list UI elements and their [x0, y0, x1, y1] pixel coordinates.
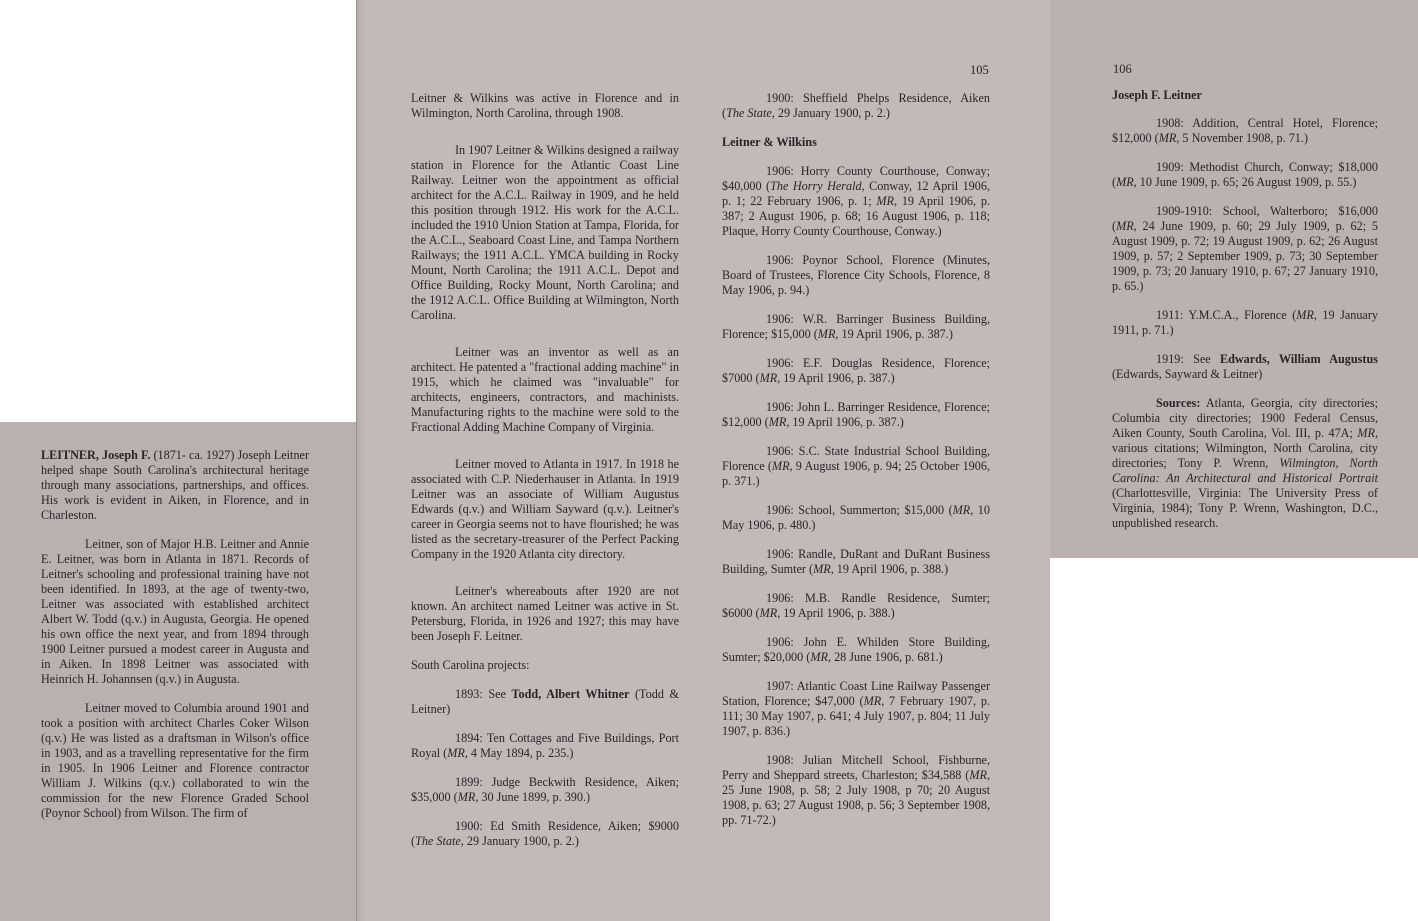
- paragraph: Leitner's whereabouts after 1920 are not known. An architect named Leitner was active in St. Petersburg, Florida, in 1926 and 1927; this may have been Joseph F. Leitner.: [411, 584, 679, 643]
- page-105-left-column: [411, 91, 679, 863]
- project-entry: 1906: W.R. Barringer Business Building, Florence; $15,000 (MR, 19 April 1906, p. 387.): [722, 312, 990, 341]
- page-105: [356, 0, 1050, 921]
- page-106-column: [1112, 88, 1378, 545]
- project-entry: 1900: Ed Smith Residence, Aiken; $9000 (The State, 29 January 1900, p. 2.): [411, 819, 679, 848]
- sources-paragraph: Sources: Atlanta, Georgia, city directories; Columbia city directories; 1900 Federal Census, Aiken County, South Carolina, Vol. III, p. 47A; MR, various citations; Wilmington, North Carolina, city directories; Tony P. Wrenn, Wilmington, North Carolina: An Architectural and Historical Portrait (Charlottesville, Virginia: The University Press of Virginia, 1984); Tony P. Wrenn, Washington, D.C., unpublished research.: [1112, 396, 1378, 530]
- paragraph: Leitner was an inventor as well as an architect. He patented a "fractional adding machine" in 1915, which he claimed was "invaluable" for architects, engineers, contractors, and machinists. Manufacturing rights to the machine were sold to the Fractional Adding Machine Company of Virginia.: [411, 345, 679, 434]
- project-entry: 1906: School, Summerton; $15,000 (MR, 10 May 1906, p. 480.): [722, 503, 990, 532]
- paragraph: Leitner moved to Atlanta in 1917. In 1918 he associated with C.P. Niederhauser in Atlanta. In 1919 Leitner was an associate of William Augustus Edwards (q.v.) and William Sayward (q.v.). Leitner's career in Georgia seems not to have flourished; he was listed as the secretary-treasurer of the Perfect Packing Company in the 1920 Atlanta city directory.: [411, 457, 679, 561]
- page-105-right-column: [722, 91, 990, 842]
- project-entry: 1907: Atlantic Coast Line Railway Passenger Station, Florence; $47,000 (MR, 7 February 1907, p. 111; 30 May 1907, p. 641; 4 July 1907, p. 804; 11 July 1907, p. 836.): [722, 679, 990, 738]
- left-column: [41, 448, 309, 835]
- project-entry: 1909-1910: School, Walterboro; $16,000 (MR, 24 June 1909, p. 60; 29 July 1909, p. 62; 5 August 1909, p. 72; 19 August 1909, p. 62; 26 August 1909, p. 57; 2 September 1909, p. 73; 30 September 1909, p. 73; 20 January 1910, p. 67; 27 January 1910, p. 65.): [1112, 204, 1378, 293]
- project-entry: 1908: Addition, Central Hotel, Florence; $12,000 (MR, 5 November 1908, p. 71.): [1112, 116, 1378, 145]
- paragraph: In 1907 Leitner & Wilkins designed a railway station in Florence for the Atlantic Coast Line Railway. Leitner won the appointment as official architect for the A.C.L. Railway in 1909, and he held this position through 1912. His work for the A.C.L. included the 1910 Union Station at Tampa, Florida, for the A.C.L., Seaboard Coast Line, and Tampa Northern Railways; the 1911 A.C.L. YMCA building in Rocky Mount, North Carolina; the 1911 A.C.L. Depot and Office Building, Rocky Mount, North Carolina; and the 1912 A.C.L. Office Building at Wilmington, North Carolina.: [411, 143, 679, 322]
- project-entry: 1906: M.B. Randle Residence, Sumter; $6000 (MR, 19 April 1906, p. 388.): [722, 591, 990, 620]
- section-heading: Leitner & Wilkins: [722, 135, 817, 149]
- project-entry: 1906: S.C. State Industrial School Building, Florence (MR, 9 August 1906, p. 94; 25 October 1906, p. 371.): [722, 444, 990, 488]
- section-heading: Joseph F. Leitner: [1112, 88, 1202, 102]
- project-entry: 1900: Sheffield Phelps Residence, Aiken (The State, 29 January 1900, p. 2.): [722, 91, 990, 120]
- project-entry: 1906: E.F. Douglas Residence, Florence; $7000 (MR, 19 April 1906, p. 387.): [722, 356, 990, 385]
- page-number-106: 106: [1113, 62, 1132, 76]
- project-entry: 1899: Judge Beckwith Residence, Aiken; $35,000 (MR, 30 June 1899, p. 390.): [411, 775, 679, 804]
- project-entry: 1911: Y.M.C.A., Florence (MR, 19 January 1911, p. 71.): [1112, 308, 1378, 337]
- paragraph: Leitner, son of Major H.B. Leitner and Annie E. Leitner, was born in Atlanta in 1871. Records of Leitner's schooling and professional training have not been identified. In 1893, at the age of twenty-two, Leitner was associated with established architect Albert W. Todd (q.v.) in Augusta, Georgia. He opened his own office the next year, and from 1894 through 1900 Leitner pursued a modest career in Augusta and in Aiken. In 1898 Leitner was associated with Heinrich H. Johannsen (q.v.) in Augusta.: [41, 537, 309, 686]
- project-entry: 1906: Horry County Courthouse, Conway; $40,000 (The Horry Herald, Conway, 12 April 1906, p. 1; 22 February 1906, p. 1; MR, 19 April 1906, p. 387; 2 August 1906, p. 68; 16 August 1906, p. 118; Plaque, Horry County Courthouse, Conway.): [722, 164, 990, 238]
- entry-intro: LEITNER, Joseph F. (1871- ca. 1927) Joseph Leitner helped shape South Carolina's architectural heritage through many associations, partnerships, and offices. His work is evident in Aiken, in Florence, and in Charleston.: [41, 448, 309, 522]
- project-entry: 1906: Poynor School, Florence (Minutes, Board of Trustees, Florence City Schools, Florence, 8 May 1906, p. 94.): [722, 253, 990, 297]
- page-number-105: 105: [970, 63, 989, 77]
- project-entry: 1908: Julian Mitchell School, Fishburne, Perry and Sheppard streets, Charleston; $34,588 (MR, 25 June 1908, p. 58; 2 July 1908, p 70; 20 August 1908, p. 63; 27 August 1908, p. 56; 3 September 1908, pp. 71-72.): [722, 753, 990, 827]
- project-entry: 1909: Methodist Church, Conway; $18,000 (MR, 10 June 1909, p. 65; 26 August 1909, p. 55.): [1112, 160, 1378, 189]
- page-left: [0, 422, 356, 921]
- paragraph: Leitner & Wilkins was active in Florence and in Wilmington, North Carolina, through 1908.: [411, 91, 679, 120]
- project-entry: 1894: Ten Cottages and Five Buildings, Port Royal (MR, 4 May 1894, p. 235.): [411, 731, 679, 760]
- entry-name: LEITNER, Joseph F.: [41, 448, 151, 462]
- project-entry: 1906: John L. Barringer Residence, Florence; $12,000 (MR, 19 April 1906, p. 387.): [722, 400, 990, 429]
- project-entry: 1906: Randle, DuRant and DuRant Business Building, Sumter (MR, 19 April 1906, p. 388.): [722, 547, 990, 576]
- project-entry: 1919: See Edwards, William Augustus (Edwards, Sayward & Leitner): [1112, 352, 1378, 381]
- page-fold-shadow: [356, 0, 366, 921]
- section-label: South Carolina projects:: [411, 658, 530, 672]
- project-entry: 1906: John E. Whilden Store Building, Sumter; $20,000 (MR, 28 June 1906, p. 681.): [722, 635, 990, 664]
- page-106: [1050, 0, 1418, 558]
- paragraph: Leitner moved to Columbia around 1901 and took a position with architect Charles Coker Wilson (q.v.) He was listed as a draftsman in Wilson's office in 1903, and as a travelling representative for the firm in 1905. In 1906 Leitner and Florence contractor William J. Wilkins (q.v.) collaborated to win the commission for the new Florence Graded School (Poynor School) from Wilson. The firm of: [41, 701, 309, 820]
- project-entry: 1893: See Todd, Albert Whitner (Todd & Leitner): [411, 687, 680, 716]
